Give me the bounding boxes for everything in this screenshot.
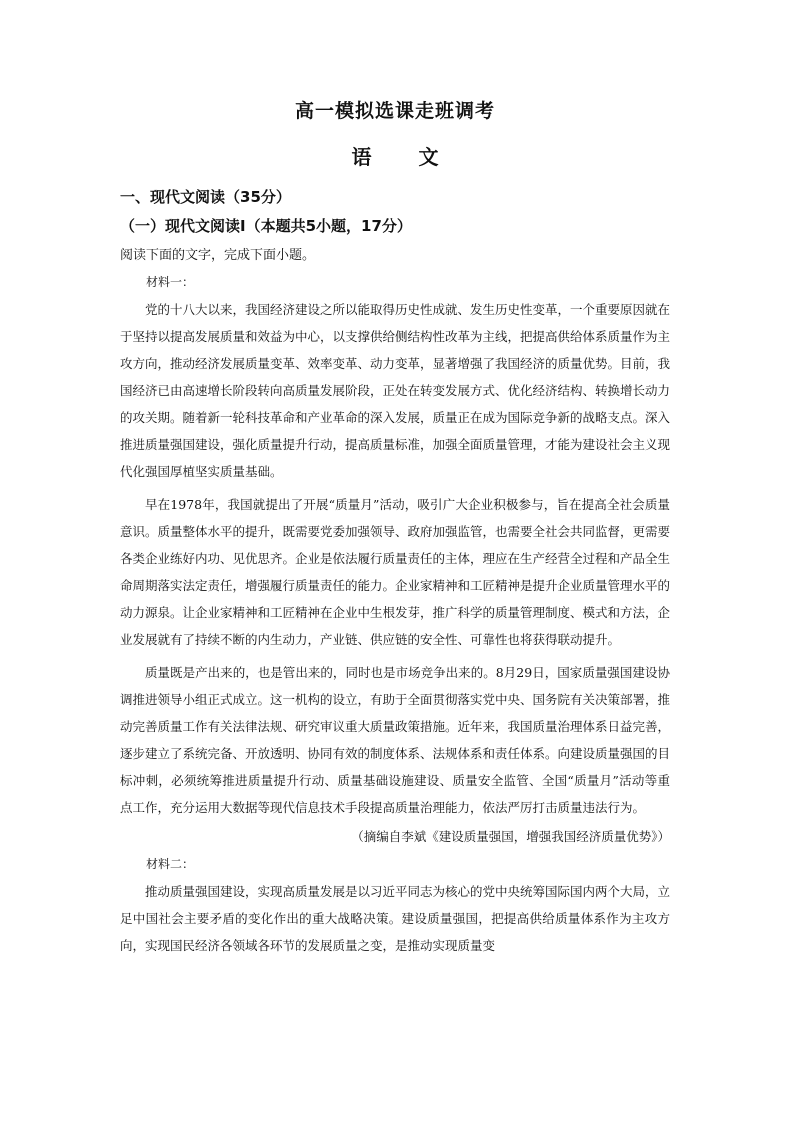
subsection-heading: （一）现代文阅读Ⅰ（本题共5小题，17分）: [120, 217, 412, 235]
instruction-text: 阅读下面的文字，完成下面小题。: [120, 248, 316, 263]
document-page: [120, 96, 670, 959]
subject-title: 语 文: [351, 145, 459, 169]
material-1-paragraph-3: 质量既是产出来的，也是管出来的，同时也是市场竞争出来的。8月29日，国家质量强国建设协调推进领导小组正式成立。这一机构的设立，有助于全面贯彻落实党中央、国务院有关决策部署，推动完善质量工作有关法律法规、研究审议重大质量政策措施。近年来，我国质量治理体系日益完善，逐步建立了系统完备、开放透明、协同有效的制度体系、法规体系和责任体系。向建设质量强国的目标冲刺，必须统筹推进质量提升行动、质量基础设施建设、质量安全监管、全国“质量月”活动等重点工作，充分运用大数据等现代信息技术手段提高质量治理能力，依法严厉打击质量违法行为。: [120, 665, 671, 815]
material-1-paragraph-1: 党的十八大以来，我国经济建设之所以能取得历史性成就、发生历史性变革，一个重要原因就在于坚持以提高发展质量和效益为中心，以支撑供给侧结构性改革为主线，把提高供给体系质量作为主攻方向，推动经济发展质量变革、效率变革、动力变革，显著增强了我国经济的质量优势。目前，我国经济已由高速增长阶段转向高质量发展阶段，正处在转变发展方式、优化经济结构、转换增长动力的攻关期。随着新一轮科技革命和产业革命的深入发展，质量正在成为国际竞争新的战略支点。深入推进质量强国建设，强化质量提升行动，提高质量标准，加强全面质量管理，才能为建设社会主义现代化强国厚植坚实质量基础。: [120, 302, 671, 479]
material-2-paragraph-1: 推动质量强国建设，实现高质量发展是以习近平同志为核心的党中央统筹国际国内两个大局，立足中国社会主要矛盾的变化作出的重大战略决策。建设质量强国，把提高供给质量体系作为主攻方向，实现国民经济各领域各环节的发展质量之变，是推动实现质量变: [120, 884, 671, 953]
exam-title: 高一模拟选课走班调考: [294, 100, 495, 122]
section-heading: 一、现代文阅读（35分）: [120, 188, 291, 206]
material-1-label: 材料一：: [146, 275, 195, 289]
material-1-paragraph-2: 早在1978年，我国就提出了开展“质量月”活动，吸引广大企业积极参与，旨在提高全社会质量意识。质量整体水平的提升，既需要党委加强领导、政府加强监管，也需要全社会共同监督，更需要各类企业练好内功、见优思齐。企业是依法履行质量责任的主体，理应在生产经营全过程和产品全生命周期落实法定责任，增强履行质量责任的能力。企业家精神和工匠精神是提升企业质量管理水平的动力源泉。让企业家精神和工匠精神在企业中生根发芽，推广科学的质量管理制度、模式和方法，企业发展就有了持续不断的内生动力，产业链、供应链的安全性、可靠性也将获得联动提升。: [120, 497, 671, 647]
material-1-source: （摘编自李斌《建设质量强国，增强我国经济质量优势》）: [351, 829, 670, 844]
material-2-label: 材料二：: [146, 857, 195, 871]
